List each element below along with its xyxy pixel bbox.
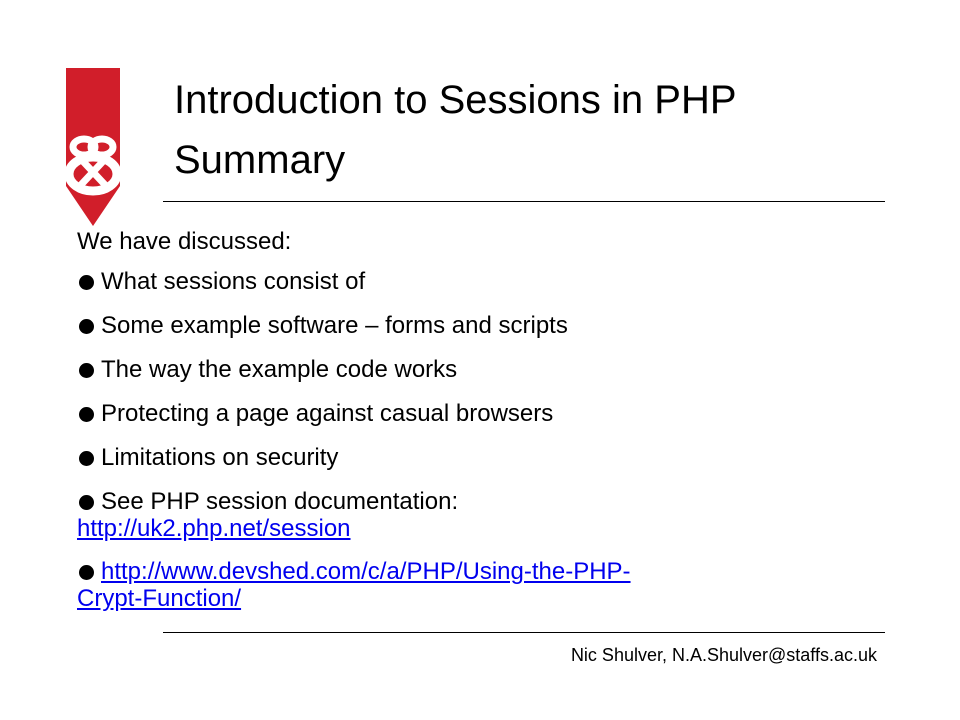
list-item <box>77 444 857 471</box>
footer-author: Nic Shulver, N.A.Shulver@staffs.ac.uk <box>570 645 877 665</box>
staffs-university-logo <box>58 68 128 226</box>
list-item-text: Limitations on security <box>101 444 339 471</box>
list-item-text: Some example software – forms and scripts <box>101 312 568 339</box>
slide-subtitle: Summary <box>174 138 346 182</box>
slide-title: Introduction to Sessions in PHP <box>174 78 737 122</box>
list-item <box>77 400 857 427</box>
list-item <box>77 268 857 295</box>
php-session-doc-link[interactable]: http://uk2.php.net/session <box>77 515 351 542</box>
bullet-icon <box>79 565 94 580</box>
list-item <box>77 356 857 383</box>
bullet-icon <box>79 319 94 334</box>
devshed-crypt-link-continued[interactable]: Crypt-Function/ <box>77 585 242 612</box>
list-item-text: The way the example code works <box>101 356 458 383</box>
list-item-text: What sessions consist of <box>101 268 366 295</box>
intro-text: We have discussed: <box>77 228 292 255</box>
footer-divider <box>163 632 885 633</box>
list-item-text: Protecting a page against casual browsers <box>101 400 554 427</box>
list-item-text: See PHP session documentation: <box>101 488 459 515</box>
bullet-list <box>77 268 857 612</box>
devshed-crypt-link[interactable]: http://www.devshed.com/c/a/PHP/Using-the-PHP- <box>101 558 631 585</box>
title-divider <box>163 201 885 202</box>
bullet-icon <box>79 275 94 290</box>
slide-body <box>77 225 857 628</box>
bullet-icon <box>79 363 94 378</box>
bullet-icon <box>79 451 94 466</box>
list-item-crypt <box>77 558 857 612</box>
list-item <box>77 312 857 339</box>
bullet-icon <box>79 495 94 510</box>
list-item-doc <box>77 488 857 542</box>
bullet-icon <box>79 407 94 422</box>
